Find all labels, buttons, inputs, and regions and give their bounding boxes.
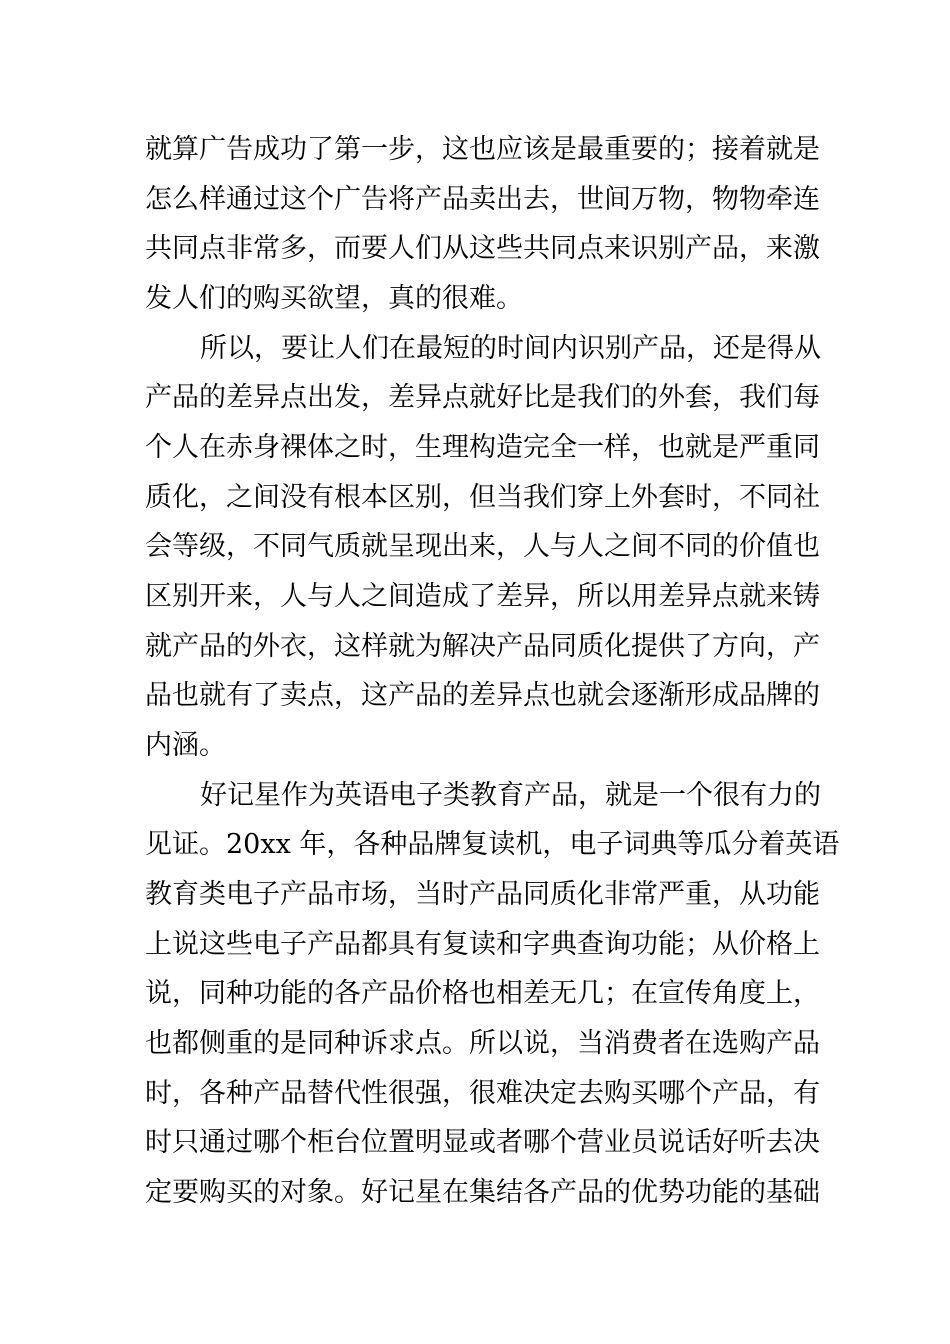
text-line: 时只通过哪个柜台位置明显或者哪个营业员说话好听去决 [145,1127,820,1158]
text-line: 个人在赤身裸体之时，生理构造完全一样，也就是严重同 [145,432,820,463]
text-line: 好记星作为英语电子类教育产品，就是一个很有力的 [200,780,821,811]
text-line: 发人们的购买欲望，真的很难。 [145,283,523,314]
text-line: 就算广告成功了第一步，这也应该是最重要的；接着就是 [145,134,820,165]
text-line: 上说这些电子产品都具有复读和字典查询功能；从价格上 [145,929,820,960]
text-line: 也都侧重的是同种诉求点。所以说，当消费者在选购产品 [145,1028,820,1059]
text-line: 所以，要让人们在最短的时间内识别产品，还是得从 [200,333,821,364]
text-line: 区别开来，人与人之间造成了差异，所以用差异点就来铸 [145,581,820,612]
text-line: 教育类电子产品市场，当时产品同质化非常严重，从功能 [145,879,820,910]
text-line: 产品的差异点出发，差异点就好比是我们的外套，我们每 [145,382,820,413]
text-line: 见证。20xx 年，各种品牌复读机，电子词典等瓜分着英语 [145,829,840,860]
text-line: 就产品的外衣，这样就为解决产品同质化提供了方向，产 [145,631,820,662]
text-line: 定要购买的对象。好记星在集结各产品的优势功能的基础 [145,1177,820,1208]
text-line: 会等级，不同气质就呈现出来，人与人之间不同的价值也 [145,531,820,562]
text-line: 怎么样通过这个广告将产品卖出去，世间万物，物物牵连 [145,184,820,215]
text-line: 共同点非常多，而要人们从这些共同点来识别产品，来激 [145,233,820,264]
text-line: 说，同种功能的各产品价格也相差无几；在宣传角度上， [145,978,820,1009]
text-line: 内涵。 [145,730,226,761]
text-line: 品也就有了卖点，这产品的差异点也就会逐渐形成品牌的 [145,680,820,711]
text-line: 时，各种产品替代性很强，很难决定去购买哪个产品，有 [145,1078,820,1109]
text-line: 质化，之间没有根本区别，但当我们穿上外套时，不同社 [145,482,820,513]
